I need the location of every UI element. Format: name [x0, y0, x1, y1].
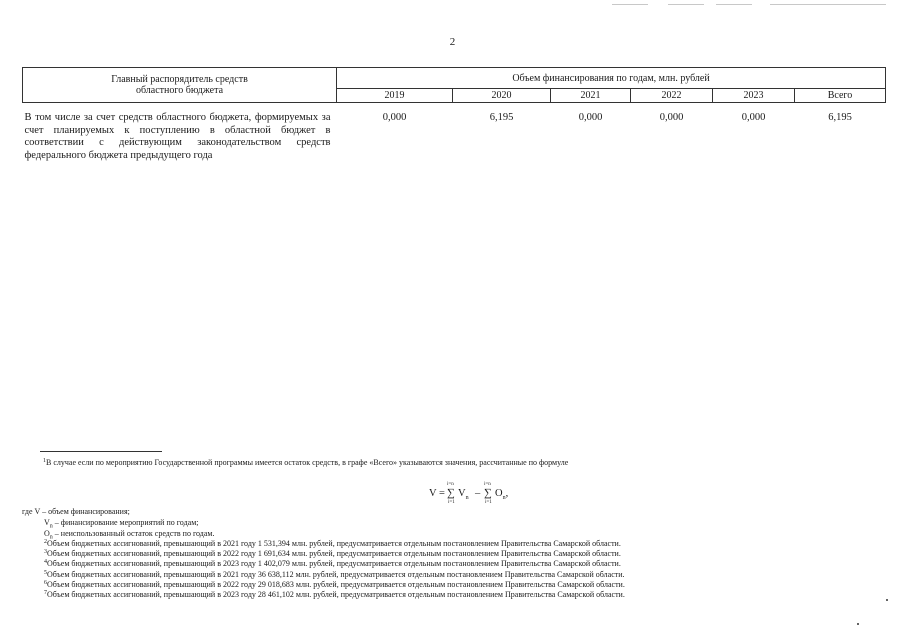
- row-value: 0,000: [382, 112, 407, 123]
- formula-lhs: V =: [429, 488, 445, 499]
- header-year: 2021: [551, 89, 631, 103]
- formula-sum1-upper: i=n: [447, 482, 454, 487]
- formula-sum2-upper: i=n: [484, 482, 491, 487]
- footnote-1: [43, 458, 568, 467]
- scan-top-mark: [612, 4, 648, 5]
- formula-term1: $V_n$: [458, 488, 469, 502]
- header-year: 2019: [337, 89, 453, 103]
- row-value: 0,000: [659, 112, 684, 123]
- footnote-3: $^3$Объем бюджетных ассигнований, превышающий в 2022 году 1 691,634 млн. рублей, предусматривается отдельным постановлением Правительства Самарской области.: [44, 549, 621, 558]
- sigma-icon: ∑: [447, 487, 455, 499]
- definition-on: $O_n$ – неиспользованный остаток средств по годам.: [44, 529, 215, 541]
- footnote-4: $^4$Объем бюджетных ассигнований, превышающий в 2023 году 1 402,079 млн. рублей, предусматривается отдельным постановлением Правительства Самарской области.: [44, 559, 621, 568]
- footnote-2: $^2$Объем бюджетных ассигнований, превышающий в 2021 году 1 531,394 млн. рублей, предусматривается отдельным постановлением Правительства Самарской области.: [44, 539, 621, 548]
- header-year: 2023: [713, 89, 795, 103]
- row-value: 0,000: [741, 112, 766, 123]
- definition-vn: $V_n$ – финансирование мероприятий по годам;: [44, 518, 199, 530]
- footnote-6: $^6$Объем бюджетных ассигнований, превышающий в 2022 году 29 018,683 млн. рублей, предусматривается отдельным постановлением Правительства Самарской области.: [44, 580, 625, 589]
- header-budget-holder: [23, 68, 337, 103]
- row-value: 6,195: [828, 112, 852, 123]
- header-budget-holder-line1: Главный распорядитель средств: [111, 74, 248, 85]
- formula-where: где V – объем финансирования;: [22, 507, 130, 516]
- row-value: 6,195: [489, 112, 514, 123]
- footnote-5: $^5$Объем бюджетных ассигнований, превышающий в 2021 году 36 638,112 млн. рублей, предусматривается отдельным постановлением Правительства Самарской области.: [44, 570, 625, 579]
- row-value: 0,000: [578, 112, 603, 123]
- header-total: Всего: [795, 89, 886, 103]
- formula-sum2-lower: i=1: [485, 500, 492, 505]
- header-budget-holder-line2: областного бюджета: [135, 85, 224, 96]
- scan-top-mark: [716, 4, 752, 5]
- header-year: 2020: [453, 89, 551, 103]
- header-year: 2022: [631, 89, 713, 103]
- scan-top-mark: [668, 4, 704, 5]
- formula-minus: –: [475, 488, 481, 499]
- footnote-text: В случае если по мероприятию Государственной программы имеется остаток средств, в графе «Всего» указываются значения, рассчитанные по формуле: [46, 458, 569, 467]
- page-number: 2: [449, 36, 456, 48]
- scan-speck: [857, 623, 859, 625]
- scan-top-mark: [770, 4, 886, 5]
- footnote-7: $^7$Объем бюджетных ассигнований, превышающий в 2023 году 28 461,102 млн. рублей, предусматривается отдельным постановлением Правительства Самарской области.: [44, 590, 625, 599]
- formula-term2: $O_n$,: [495, 488, 509, 502]
- scan-speck: [886, 599, 888, 601]
- sigma-icon: ∑: [484, 487, 492, 499]
- row-label: В том числе за счет средств областного бюджета, формируемых за счет планируемых к поступлению в областной бюджет в соответствии с действующим законодательством средств федерального бюджета предыдущего года: [24, 112, 331, 161]
- header-financing-span: Объем финансирования по годам, млн. рублей: [337, 68, 886, 89]
- footnote-separator: [40, 451, 162, 452]
- formula-sum1-lower: i=1: [448, 500, 455, 505]
- footnote-mark: 1: [43, 458, 46, 464]
- financing-table: [22, 67, 886, 162]
- table-row: [23, 103, 886, 163]
